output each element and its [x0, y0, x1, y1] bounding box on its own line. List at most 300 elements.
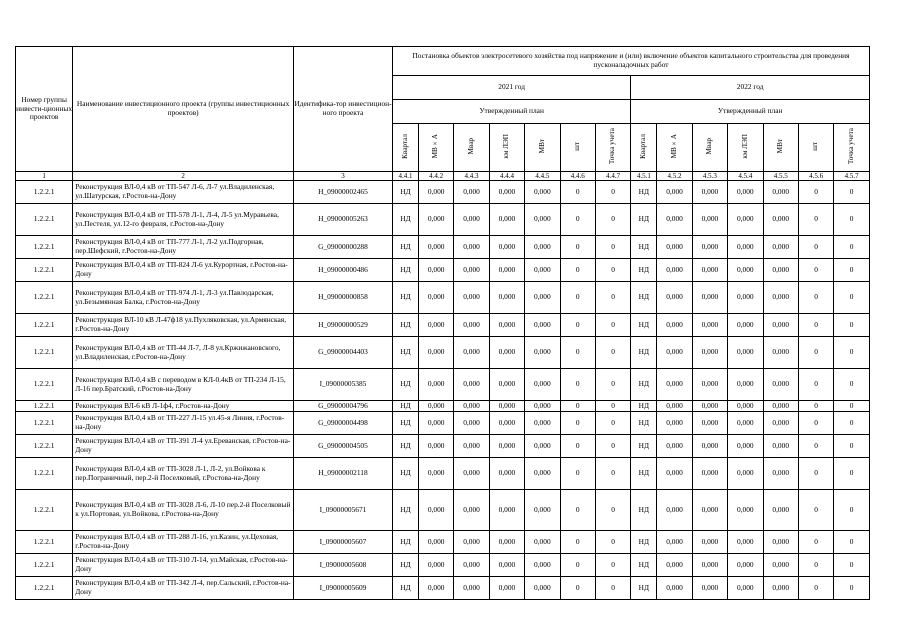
value-cell: 0,000 [728, 412, 763, 435]
project-id-cell: I_09000005385 [294, 369, 393, 401]
value-cell: 0,000 [692, 412, 727, 435]
value-cell: 0 [834, 458, 870, 490]
value-cell: НД [392, 554, 418, 577]
value-cell: 0,000 [692, 490, 727, 531]
header-approved-plan-2021: Утвержденный план [392, 100, 630, 124]
value-cell: 0,000 [454, 282, 489, 314]
value-cell: 0 [834, 181, 870, 204]
value-cell: НД [631, 458, 657, 490]
value-cell: 0 [560, 236, 595, 259]
value-cell: 0 [798, 490, 833, 531]
value-cell: 0 [834, 259, 870, 282]
value-cell: 0,000 [692, 577, 727, 600]
value-cell: НД [631, 314, 657, 337]
value-cell: 0,000 [692, 369, 727, 401]
value-cell: 0,000 [525, 490, 560, 531]
table-row [16, 577, 870, 600]
value-cell: 0 [560, 577, 595, 600]
value-cell: 0 [798, 458, 833, 490]
value-cell: 0,000 [454, 554, 489, 577]
column-number-cell: 4.4.3 [454, 172, 489, 181]
column-number-cell: 4.4.5 [525, 172, 560, 181]
group-number-cell: 1.2.2.1 [16, 458, 73, 490]
value-cell: 0,000 [489, 458, 524, 490]
column-number-cell: 4.4.4 [489, 172, 524, 181]
value-cell: НД [631, 369, 657, 401]
value-cell: 0,000 [525, 531, 560, 554]
value-cell: 0,000 [454, 577, 489, 600]
subheader-cell [489, 124, 524, 172]
table-row [16, 401, 870, 412]
value-cell: 0 [560, 554, 595, 577]
value-cell: 0,000 [418, 531, 453, 554]
table-row [16, 337, 870, 369]
value-cell: НД [392, 204, 418, 236]
group-number-cell: 1.2.2.1 [16, 401, 73, 412]
project-id-cell: H_09000000858 [294, 282, 393, 314]
header-year-2022: 2022 год [631, 76, 870, 100]
project-name-cell: Реконструкция ВЛ-0,4 кВ от ТП-391 Л-4 ул.Ереванская, г.Ростов-на-Дону [73, 435, 294, 458]
column-number-cell: 1 [16, 172, 73, 181]
column-number-cell: 4.4.6 [560, 172, 595, 181]
header-top-caption: Постановка объектов электросетевого хозяйства под напряжение и (или) включение объектов капитального строительства для проведения пусконаладочных работ [392, 47, 869, 76]
value-cell: 0,000 [763, 204, 798, 236]
value-cell: 0 [798, 435, 833, 458]
value-cell: 0,000 [657, 204, 692, 236]
value-cell: 0,000 [763, 401, 798, 412]
value-cell: 0,000 [728, 435, 763, 458]
value-cell: 0 [834, 369, 870, 401]
subheader-label: МВт [537, 139, 546, 154]
value-cell: 0 [834, 435, 870, 458]
value-cell: 0,000 [728, 554, 763, 577]
value-cell: 0 [595, 531, 630, 554]
subheader-cell [454, 124, 489, 172]
value-cell: 0 [560, 337, 595, 369]
value-cell: 0,000 [418, 490, 453, 531]
column-number-cell: 4.5.6 [798, 172, 833, 181]
value-cell: 0 [560, 259, 595, 282]
value-cell: НД [392, 490, 418, 531]
value-cell: 0,000 [692, 458, 727, 490]
value-cell: 0,000 [454, 490, 489, 531]
group-number-cell: 1.2.2.1 [16, 282, 73, 314]
value-cell: 0 [834, 337, 870, 369]
value-cell: 0,000 [418, 314, 453, 337]
value-cell: 0,000 [657, 236, 692, 259]
value-cell: 0 [798, 236, 833, 259]
value-cell: НД [392, 181, 418, 204]
value-cell: 0,000 [418, 435, 453, 458]
value-cell: НД [631, 490, 657, 531]
subheader-label: шт [811, 141, 820, 151]
table-row [16, 458, 870, 490]
value-cell: 0,000 [418, 412, 453, 435]
value-cell: 0,000 [763, 577, 798, 600]
value-cell: 0,000 [454, 401, 489, 412]
value-cell: НД [631, 435, 657, 458]
value-cell: 0 [798, 577, 833, 600]
value-cell: 0,000 [657, 531, 692, 554]
value-cell: 0,000 [525, 435, 560, 458]
value-cell: 0,000 [489, 314, 524, 337]
value-cell: 0,000 [763, 181, 798, 204]
value-cell: 0,000 [657, 282, 692, 314]
table-row [16, 282, 870, 314]
value-cell: 0,000 [525, 314, 560, 337]
value-cell: 0,000 [489, 282, 524, 314]
value-cell: 0,000 [692, 181, 727, 204]
value-cell: 0 [798, 314, 833, 337]
value-cell: НД [631, 554, 657, 577]
value-cell: 0,000 [525, 181, 560, 204]
value-cell: 0,000 [454, 337, 489, 369]
value-cell: 0,000 [525, 259, 560, 282]
value-cell: 0,000 [454, 314, 489, 337]
project-name-cell: Реконструкция ВЛ-0,4 кВ от ТП-342 Л-4, пер.Сальский, г.Ростов-на-Дону [73, 577, 294, 600]
table-row [16, 531, 870, 554]
value-cell: 0,000 [728, 337, 763, 369]
value-cell: 0,000 [418, 337, 453, 369]
value-cell: 0,000 [657, 369, 692, 401]
value-cell: 0 [798, 181, 833, 204]
value-cell: 0,000 [657, 314, 692, 337]
value-cell: 0 [560, 458, 595, 490]
column-number-cell: 4.5.3 [692, 172, 727, 181]
value-cell: НД [392, 458, 418, 490]
subheader-cell [418, 124, 453, 172]
table-row [16, 204, 870, 236]
value-cell: НД [392, 314, 418, 337]
table-row [16, 369, 870, 401]
value-cell: 0 [595, 435, 630, 458]
value-cell: НД [631, 282, 657, 314]
value-cell: 0 [595, 401, 630, 412]
project-id-cell: G_09000000288 [294, 236, 393, 259]
subheader-label: Мвар [466, 138, 475, 155]
value-cell: 0,000 [489, 412, 524, 435]
value-cell: 0,000 [728, 401, 763, 412]
subheader-label: МВ×А [669, 134, 678, 159]
column-number-cell: 4.5.4 [728, 172, 763, 181]
value-cell: 0,000 [763, 435, 798, 458]
value-cell: 0,000 [525, 412, 560, 435]
group-number-cell: 1.2.2.1 [16, 531, 73, 554]
value-cell: 0 [834, 314, 870, 337]
column-number-cell: 4.5.5 [763, 172, 798, 181]
value-cell: 0,000 [763, 337, 798, 369]
value-cell: НД [631, 259, 657, 282]
value-cell: 0,000 [418, 181, 453, 204]
value-cell: 0,000 [454, 412, 489, 435]
value-cell: 0 [798, 259, 833, 282]
value-cell: 0,000 [454, 204, 489, 236]
value-cell: 0,000 [657, 259, 692, 282]
value-cell: 0 [595, 282, 630, 314]
group-number-cell: 1.2.2.1 [16, 181, 73, 204]
subheader-cell [763, 124, 798, 172]
value-cell: 0 [560, 204, 595, 236]
value-cell: НД [631, 337, 657, 369]
subheader-cell [798, 124, 833, 172]
value-cell: 0 [595, 490, 630, 531]
value-cell: 0 [798, 282, 833, 314]
value-cell: 0,000 [657, 490, 692, 531]
value-cell: 0,000 [657, 401, 692, 412]
group-number-cell: 1.2.2.1 [16, 259, 73, 282]
value-cell: 0,000 [728, 259, 763, 282]
value-cell: 0,000 [525, 458, 560, 490]
value-cell: 0,000 [728, 314, 763, 337]
value-cell: НД [631, 531, 657, 554]
value-cell: 0,000 [489, 435, 524, 458]
value-cell: 0,000 [728, 531, 763, 554]
value-cell: 0,000 [763, 458, 798, 490]
value-cell: 0,000 [657, 458, 692, 490]
value-cell: 0 [560, 412, 595, 435]
value-cell: 0,000 [692, 337, 727, 369]
group-number-cell: 1.2.2.1 [16, 314, 73, 337]
value-cell: 0,000 [489, 204, 524, 236]
value-cell: 0,000 [728, 282, 763, 314]
value-cell: 0 [595, 204, 630, 236]
value-cell: 0,000 [657, 337, 692, 369]
group-number-cell: 1.2.2.1 [16, 577, 73, 600]
value-cell: 0 [595, 369, 630, 401]
value-cell: 0,000 [454, 259, 489, 282]
subheader-label: Квартал [400, 133, 409, 159]
value-cell: 0,000 [657, 554, 692, 577]
value-cell: 0,000 [763, 412, 798, 435]
value-cell: 0,000 [489, 490, 524, 531]
project-id-cell: G_09000004403 [294, 337, 393, 369]
project-name-cell: Реконструкция ВЛ-10 кВ Л-47ф18 ул.Пухляковская, ул.Армянская, г.Ростов-на-Дону [73, 314, 294, 337]
column-number-cell: 4.5.2 [657, 172, 692, 181]
subheader-label: МВт [775, 139, 784, 154]
value-cell: НД [392, 369, 418, 401]
value-cell: НД [392, 236, 418, 259]
value-cell: 0,000 [657, 412, 692, 435]
value-cell: 0,000 [728, 490, 763, 531]
value-cell: 0 [560, 314, 595, 337]
project-name-cell: Реконструкция ВЛ-0,4 кВ от ТП-227 Л-15 ул.45-я Линия, г.Ростов-на-Дону [73, 412, 294, 435]
value-cell: 0,000 [657, 577, 692, 600]
group-number-cell: 1.2.2.1 [16, 435, 73, 458]
column-number-cell: 4.4.7 [595, 172, 630, 181]
subheader-cell [834, 124, 870, 172]
value-cell: 0,000 [692, 282, 727, 314]
value-cell: 0 [834, 204, 870, 236]
value-cell: 0,000 [418, 259, 453, 282]
value-cell: 0,000 [418, 577, 453, 600]
project-id-cell: H_09000002465 [294, 181, 393, 204]
project-name-cell: Реконструкция ВЛ-0,4 кВ с переводом в КЛ-0.4кВ от ТП-234 Л-15, Л-16 пер.Братский, г.Ростов-на-Дону [73, 369, 294, 401]
value-cell: 0,000 [489, 531, 524, 554]
value-cell: 0,000 [489, 181, 524, 204]
value-cell: 0,000 [525, 337, 560, 369]
value-cell: 0 [834, 554, 870, 577]
value-cell: 0 [560, 282, 595, 314]
value-cell: 0 [834, 412, 870, 435]
subheader-cell [392, 124, 418, 172]
value-cell: 0 [560, 181, 595, 204]
project-id-cell: G_09000004498 [294, 412, 393, 435]
subheader-label: км ЛЭП [740, 133, 749, 159]
value-cell: 0,000 [728, 458, 763, 490]
value-cell: 0,000 [489, 337, 524, 369]
value-cell: НД [392, 531, 418, 554]
group-number-cell: 1.2.2.1 [16, 236, 73, 259]
value-cell: 0,000 [657, 435, 692, 458]
project-id-cell: G_09000004505 [294, 435, 393, 458]
value-cell: 0 [595, 337, 630, 369]
value-cell: 0 [798, 337, 833, 369]
value-cell: 0 [798, 412, 833, 435]
value-cell: НД [392, 577, 418, 600]
value-cell: 0 [595, 554, 630, 577]
value-cell: 0 [595, 236, 630, 259]
value-cell: 0,000 [657, 181, 692, 204]
value-cell: 0,000 [728, 369, 763, 401]
value-cell: 0,000 [454, 435, 489, 458]
table-row [16, 490, 870, 531]
subheader-label: км ЛЭП [502, 133, 511, 159]
project-id-cell: G_09000004796 [294, 401, 393, 412]
value-cell: 0 [834, 531, 870, 554]
value-cell: 0,000 [489, 236, 524, 259]
value-cell: 0 [798, 204, 833, 236]
value-cell: 0 [595, 259, 630, 282]
value-cell: 0 [560, 490, 595, 531]
value-cell: НД [392, 259, 418, 282]
column-number-cell: 4.4.2 [418, 172, 453, 181]
value-cell: 0,000 [454, 369, 489, 401]
value-cell: 0,000 [692, 236, 727, 259]
value-cell: НД [631, 401, 657, 412]
value-cell: 0,000 [728, 181, 763, 204]
value-cell: 0 [595, 314, 630, 337]
value-cell: 0,000 [525, 282, 560, 314]
value-cell: НД [631, 577, 657, 600]
project-name-cell: Реконструкция ВЛ-0,4 кВ от ТП-3028 Л-6, Л-10 пер.2-й Поселковый к ул.Портовая, ул.Войкова, г.Ростова-на-Дону [73, 490, 294, 531]
value-cell: 0,000 [454, 458, 489, 490]
value-cell: 0 [595, 412, 630, 435]
value-cell: 0 [834, 577, 870, 600]
value-cell: 0,000 [525, 401, 560, 412]
subheader-cell [525, 124, 560, 172]
value-cell: 0,000 [418, 458, 453, 490]
table-row [16, 435, 870, 458]
value-cell: 0 [595, 181, 630, 204]
value-cell: 0,000 [763, 531, 798, 554]
value-cell: 0,000 [418, 554, 453, 577]
value-cell: 0,000 [489, 259, 524, 282]
value-cell: 0 [834, 282, 870, 314]
column-number-cell: 4.5.1 [631, 172, 657, 181]
value-cell: 0,000 [763, 314, 798, 337]
value-cell: 0 [834, 490, 870, 531]
table-row [16, 554, 870, 577]
subheader-cell [631, 124, 657, 172]
project-name-cell: Реконструкция ВЛ-0,4 кВ от ТП-777 Л-1, Л-2 ул.Подгорная, пер.Шефский, г.Ростов-на-Дону [73, 236, 294, 259]
value-cell: 0,000 [763, 259, 798, 282]
subheader-label: Точка учета [846, 128, 855, 165]
value-cell: 0,000 [763, 490, 798, 531]
header-project-name: Наименование инвестиционного проекта (группы инвестиционных проектов) [73, 47, 294, 172]
value-cell: НД [631, 204, 657, 236]
column-number-cell: 4.5.7 [834, 172, 870, 181]
value-cell: 0,000 [489, 369, 524, 401]
value-cell: 0,000 [454, 181, 489, 204]
value-cell: НД [631, 236, 657, 259]
value-cell: 0,000 [454, 236, 489, 259]
value-cell: 0,000 [489, 401, 524, 412]
header-approved-plan-2022: Утвержденный план [631, 100, 870, 124]
subheader-label: Точка учета [608, 128, 617, 165]
project-name-cell: Реконструкция ВЛ-0,4 кВ от ТП-578 Л-1, Л-4, Л-5 ул.Муравьева, ул.Пестеля, ул.12-го февраля, г.Ростов-на-Дону [73, 204, 294, 236]
value-cell: 0 [798, 401, 833, 412]
subheader-cell [657, 124, 692, 172]
value-cell: 0,000 [728, 577, 763, 600]
value-cell: 0,000 [763, 236, 798, 259]
project-name-cell: Реконструкция ВЛ-0,4 кВ от ТП-547 Л-6, Л-7 ул.Владиленская, ул.Шатурская, г.Ростов-на-Дону [73, 181, 294, 204]
group-number-cell: 1.2.2.1 [16, 369, 73, 401]
column-number-cell: 4.4.1 [392, 172, 418, 181]
value-cell: 0 [798, 554, 833, 577]
value-cell: 0 [798, 369, 833, 401]
subheader-cell [595, 124, 630, 172]
value-cell: 0,000 [692, 554, 727, 577]
value-cell: НД [392, 282, 418, 314]
value-cell: НД [392, 412, 418, 435]
table-row [16, 236, 870, 259]
value-cell: 0,000 [489, 554, 524, 577]
value-cell: 0,000 [525, 577, 560, 600]
value-cell: 0,000 [525, 204, 560, 236]
value-cell: 0 [595, 577, 630, 600]
value-cell: 0,000 [763, 369, 798, 401]
column-number-cell: 2 [73, 172, 294, 181]
value-cell: 0,000 [525, 369, 560, 401]
value-cell: 0,000 [692, 314, 727, 337]
value-cell: 0,000 [418, 369, 453, 401]
value-cell: 0,000 [728, 236, 763, 259]
project-name-cell: Реконструкция ВЛ-0,4 кВ от ТП-974 Л-1, Л-3 ул.Павлодарская, ул.Безымянная Балка, г.Ростов-на-Дону [73, 282, 294, 314]
value-cell: 0 [595, 458, 630, 490]
value-cell: 0,000 [692, 531, 727, 554]
group-number-cell: 1.2.2.1 [16, 554, 73, 577]
header-project-id: Идентифика-тор инвестицион-ного проекта [294, 47, 393, 172]
column-number-cell: 3 [294, 172, 393, 181]
project-name-cell: Реконструкция ВЛ-0,4 кВ от ТП-288 Л-16, ул.Казин, ул.Цеховая, г.Ростов-на-Дону [73, 531, 294, 554]
value-cell: 0,000 [489, 577, 524, 600]
value-cell: 0 [560, 435, 595, 458]
group-number-cell: 1.2.2.1 [16, 490, 73, 531]
subheader-cell [560, 124, 595, 172]
project-name-cell: Реконструкция ВЛ-0,4 кВ от ТП-3028 Л-1, Л-2, ул.Войкова к пер.Пограничный, пер.2-й Поселковый, г.Ростова-на-Дону [73, 458, 294, 490]
table-row [16, 259, 870, 282]
value-cell: 0 [834, 401, 870, 412]
value-cell: 0,000 [525, 236, 560, 259]
group-number-cell: 1.2.2.1 [16, 412, 73, 435]
subheader-label: Мвар [705, 138, 714, 155]
table-row [16, 314, 870, 337]
project-id-cell: I_09000005609 [294, 577, 393, 600]
value-cell: 0,000 [728, 204, 763, 236]
investment-projects-table [15, 46, 870, 600]
value-cell: 0,000 [418, 282, 453, 314]
value-cell: 0 [798, 531, 833, 554]
